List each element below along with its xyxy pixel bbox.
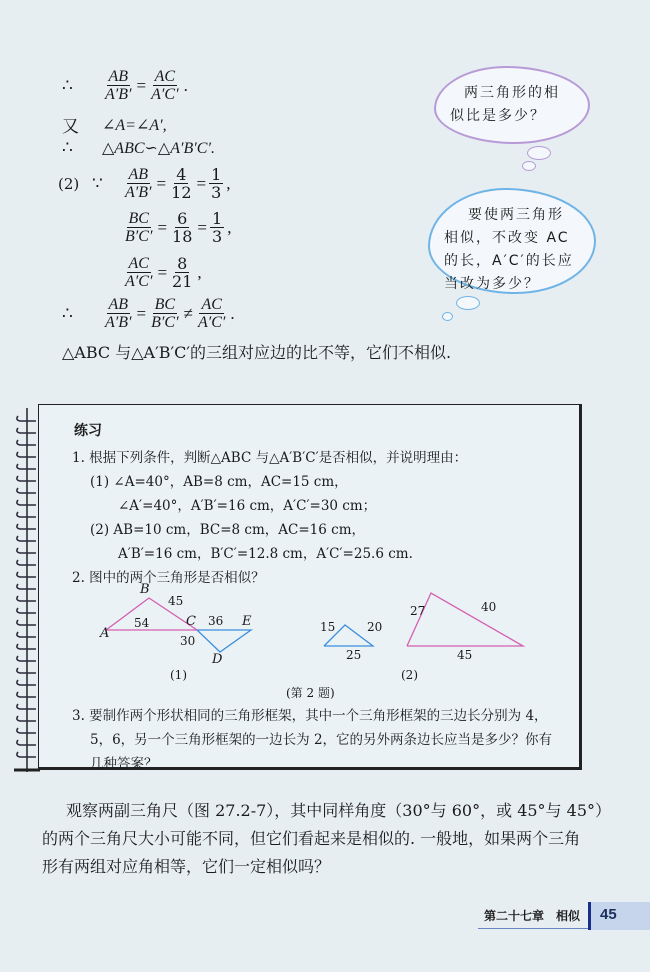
page-number-box: [588, 902, 650, 930]
q3-line2: 5，6，另一个三角形框架的一边长为 2，它的另外两条边长应当是多少？你有: [90, 732, 553, 748]
figure-2-caption: (2): [401, 668, 418, 682]
proof-conclusion-text: △ABC 与△A′B′C′的三组对应边的比不等，它们不相似.: [62, 343, 452, 362]
large-side-bottom: 45: [457, 648, 473, 662]
thought-bubble-top: 两三角形的相 似比是多少？: [434, 66, 590, 144]
q1-part2-line1: (2) AB=10 cm，BC=8 cm，AC=16 cm，: [90, 522, 366, 538]
label-c: C: [186, 614, 196, 629]
bubble-puff: [522, 161, 536, 171]
figure-1-caption: (1): [170, 668, 187, 682]
part2-row3: $\frac{AC}{A'C'}$ = $\frac{8}{21}$ ,: [125, 254, 202, 291]
paragraph-line2: 的两个三角尺大小可能不同，但它们看起来是相似的. 一般地，如果两个三角: [42, 829, 581, 848]
spiral-binding-icon: [10, 408, 40, 772]
q3-line1: 3. 要制作两个形状相同的三角形框架，其中一个三角形框架的三边长分别为 4，: [72, 708, 548, 724]
q1-part2-line2: A′B′=16 cm，B′C′=12.8 cm，A′C′=25.6 cm.: [118, 546, 413, 562]
also-symbol: 又: [62, 117, 79, 137]
q2-stem: 2. 图中的两个三角形是否相似？: [72, 570, 265, 586]
q1-part1-line2: ∠A′=40°，A′B′=16 cm，A′C′=30 cm；: [118, 498, 377, 514]
therefore-symbol: ∴: [62, 138, 73, 158]
small-side-bottom: 25: [346, 648, 362, 662]
small-side-right: 20: [367, 620, 383, 634]
label-a: A: [100, 626, 110, 641]
q1-stem: 1. 根据下列条件，判断△ABC 与△A′B′C′是否相似，并说明理由：: [72, 450, 468, 466]
because-symbol: ∵: [92, 173, 103, 194]
page-number: 45: [600, 906, 617, 923]
q1-part1-line1: (1) ∠A=40°，AB=8 cm，AC=15 cm，: [90, 474, 348, 490]
label-e: E: [242, 614, 252, 629]
part2-row1: (2) ∵ $\frac{AB}{A'B'}$ = $\frac{4}{12}$ = $\frac{1}{3}$ ,: [58, 165, 231, 202]
side-bc: 45: [168, 594, 184, 608]
large-side-right: 40: [481, 600, 497, 614]
thought-bubble-bottom: 要使两三角形 相似，不改变 AC 的长，A′C′的长应 当改为多少？: [428, 188, 596, 294]
figure-caption: (第 2 题): [286, 686, 335, 700]
exercise-title: 练习: [74, 423, 102, 439]
fraction: $\frac{AC}{A'C'}$: [151, 68, 179, 103]
part2-row2: $\frac{BC}{B'C'}$ = $\frac{6}{18}$ = $\frac{1}{3}$ ,: [125, 209, 232, 246]
bubble-puff: [456, 296, 480, 310]
small-side-left: 15: [320, 620, 336, 634]
side-ac: 54: [134, 616, 150, 630]
paragraph-line1: 观察两副三角尺（图 27.2-7），其中同样角度（30°与 60°，或 45°与 45°）: [66, 801, 611, 820]
proof-line-2: 又 ∠A=∠A′,: [62, 112, 167, 137]
side-ce: 36: [208, 614, 224, 628]
large-side-left: 27: [410, 604, 426, 618]
therefore-symbol: ∴: [62, 75, 73, 96]
bubble-puff: [527, 146, 551, 160]
paragraph-line3: 形有两组对应角相等，它们一定相似吗？: [42, 857, 331, 876]
q3-line3: 几种答案？: [90, 756, 158, 772]
fraction: $\frac{AB}{A'B'}$: [105, 68, 132, 103]
side-cd: 30: [180, 634, 196, 648]
bubble-puff: [442, 312, 453, 321]
therefore-symbol: ∴: [62, 303, 73, 324]
label-b: B: [140, 582, 150, 597]
label-d: D: [212, 652, 223, 667]
proof-line-1: ∴ $\frac{AB}{A'B'}$ = $\frac{AC}{A'C'}$ .: [62, 68, 188, 103]
proof-conclusion-line: ∴ $\frac{AB}{A'B'}$ = $\frac{BC}{B'C'}$ ≠ $\frac{AC}{A'C'}$ .: [62, 296, 235, 331]
chapter-label: 第二十七章 相似: [484, 909, 581, 923]
proof-line-3: ∴ △ABC∽△A′B′C′.: [62, 138, 215, 158]
